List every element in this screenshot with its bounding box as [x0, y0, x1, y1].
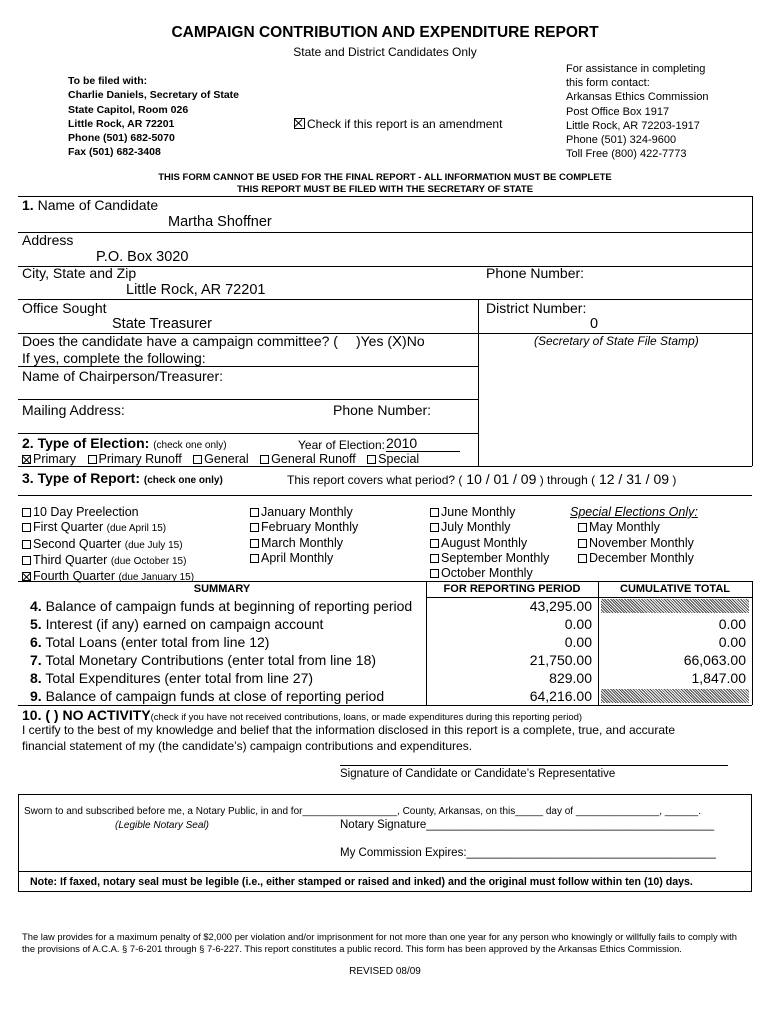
phone-label: Phone Number: [486, 265, 585, 281]
summary-period-value[interactable]: 0.00 [564, 616, 592, 632]
checkbox-icon [430, 523, 439, 532]
checked-box-icon [294, 118, 305, 129]
checkbox-icon [250, 523, 259, 532]
option-december[interactable]: December Monthly [570, 551, 698, 566]
from-day[interactable]: 01 [493, 471, 510, 487]
checkbox-icon [578, 554, 587, 563]
summary-cumulative-value[interactable]: 0.00 [718, 634, 746, 650]
summary-period-value[interactable]: 43,295.00 [529, 598, 592, 614]
checkbox-icon [250, 554, 259, 563]
shaded-cell [601, 689, 749, 703]
option-october[interactable]: October Monthly [430, 566, 549, 581]
district-value[interactable]: 0 [590, 316, 599, 332]
checkbox-icon [22, 508, 31, 517]
checkbox-icon [260, 455, 269, 464]
signature-label: Signature of Candidate or Candidate’s Representative [340, 768, 616, 780]
form-title: CAMPAIGN CONTRIBUTION AND EXPENDITURE REPORT [171, 24, 599, 41]
signature-line[interactable] [340, 765, 728, 766]
shaded-cell [601, 599, 749, 613]
notary-seal-label: (Legible Notary Seal) [115, 820, 209, 831]
summary-cumulative-value[interactable]: 66,063.00 [683, 652, 746, 668]
file-stamp-label: (Secretary of State File Stamp) [534, 334, 699, 348]
summary-row: 5. Interest (if any) earned on campaign account [30, 616, 324, 632]
city-value[interactable]: Little Rock, AR 72201 [126, 282, 266, 298]
checked-box-icon [22, 455, 31, 464]
report-col-monthly-2 [430, 505, 549, 581]
summary-heading: SUMMARY [193, 583, 251, 595]
assistance-block: For assistance in completing this form contact: Arkansas Ethics Commission Post Office Box 1917 Little Rock, AR 72203-1917 Phone (501) 324-9600 Toll Free (800) 422-7773 [566, 63, 709, 161]
notary-sworn-text: Sworn to and subscribed before me, a Notary Public, in and for_________________, County, Arkansas, on this_____ day of _______________, ______. [24, 806, 701, 817]
summary-cumulative-value[interactable]: 0.00 [718, 616, 746, 632]
to-month[interactable]: 12 [598, 471, 615, 487]
checkbox-icon [367, 455, 376, 464]
checkbox-icon [430, 539, 439, 548]
summary-period-value[interactable]: 0.00 [564, 634, 592, 650]
committee-phone-label: Phone Number: [333, 402, 432, 418]
form-subtitle: State and District Candidates Only [293, 45, 477, 59]
summary-row: 7. Total Monetary Contributions (enter total from line 18) [30, 652, 377, 668]
address-label: Address [22, 232, 74, 248]
option-july[interactable]: July Monthly [430, 520, 549, 535]
committee-question: Does the candidate have a campaign committee? ( )Yes (X)No [22, 333, 425, 350]
special-elections-heading: Special Elections Only: [570, 505, 698, 519]
option-november[interactable]: November Monthly [570, 536, 698, 551]
checkbox-icon [22, 556, 31, 565]
summary-cumulative-value[interactable]: 1,847.00 [691, 670, 746, 686]
election-year-label: Year of Election: [298, 438, 385, 452]
checkbox-icon [578, 539, 587, 548]
option-february[interactable]: February Monthly [250, 520, 358, 535]
option-third-quarter[interactable]: Third Quarter (due October 15) [22, 553, 194, 569]
checkbox-icon [430, 569, 439, 578]
to-year[interactable]: 09 [653, 471, 670, 487]
option-second-quarter[interactable]: Second Quarter (due July 15) [22, 537, 194, 553]
district-label: District Number: [486, 300, 587, 316]
summary-row: 4. Balance of campaign funds at beginning of reporting period [30, 598, 413, 614]
summary-period-value[interactable]: 21,750.00 [529, 652, 592, 668]
option-june[interactable]: June Monthly [430, 505, 549, 520]
option-april[interactable]: April Monthly [250, 551, 358, 566]
summary-row: 6. Total Loans (enter total from line 12) [30, 634, 270, 650]
revised-date: REVISED 08/09 [349, 966, 421, 977]
option-primary-runoff[interactable]: Primary Runoff [88, 452, 182, 466]
commission-expires[interactable]: My Commission Expires:_______________________________________ [340, 847, 716, 859]
option-august[interactable]: August Monthly [430, 536, 549, 551]
summary-period-value[interactable]: 64,216.00 [529, 688, 592, 704]
notary-signature[interactable]: Notary Signature_____________________________________________ [340, 819, 715, 831]
address-value[interactable]: P.O. Box 3020 [96, 249, 189, 265]
candidate-name-label: 1. Name of Candidate [22, 197, 159, 213]
election-options [22, 452, 419, 466]
report-type-label: 3. Type of Report: (check one only) [22, 470, 223, 486]
option-september[interactable]: September Monthly [430, 551, 549, 566]
mailing-address-label: Mailing Address: [22, 402, 125, 418]
report-col-quarterly [22, 505, 194, 585]
checkbox-icon [22, 540, 31, 549]
candidate-name-value[interactable]: Martha Shoffner [168, 214, 272, 230]
option-fourth-quarter[interactable]: Fourth Quarter (due January 15) [22, 569, 194, 585]
to-day[interactable]: 31 [626, 471, 642, 487]
from-year[interactable]: 09 [520, 471, 537, 487]
fax-note: Note: If faxed, notary seal must be legible (i.e., either stamped or raised and inked) and the original must follow within ten (10) days. [30, 876, 693, 888]
checkbox-icon [193, 455, 202, 464]
if-yes-note: If yes, complete the following: [22, 350, 206, 366]
notice-line-2: THIS REPORT MUST BE FILED WITH THE SECRETARY OF STATE [236, 184, 534, 195]
option-may[interactable]: May Monthly [570, 520, 698, 535]
option-10-day[interactable]: 10 Day Preelection [22, 505, 194, 520]
checked-box-icon [22, 572, 31, 581]
col-reporting-period: FOR REPORTING PERIOD [443, 583, 581, 595]
option-first-quarter[interactable]: First Quarter (due April 15) [22, 520, 194, 536]
city-label: City, State and Zip [22, 265, 137, 281]
election-year-value[interactable]: 2010 [386, 435, 460, 452]
checkbox-icon [430, 508, 439, 517]
option-general[interactable]: General [193, 452, 248, 466]
report-col-monthly-1 [250, 505, 358, 566]
col-cumulative-total: CUMULATIVE TOTAL [620, 583, 730, 595]
option-march[interactable]: March Monthly [250, 536, 358, 551]
checkbox-icon [430, 554, 439, 563]
amendment-checkbox[interactable]: Check if this report is an amendment [294, 117, 502, 131]
checkbox-icon [250, 539, 259, 548]
option-special[interactable]: Special [367, 452, 419, 466]
summary-row: 8. Total Expenditures (enter total from line 27) [30, 670, 314, 686]
office-value[interactable]: State Treasurer [112, 316, 212, 332]
notice-line-1: THIS FORM CANNOT BE USED FOR THE FINAL REPORT - ALL INFORMATION MUST BE COMPLETE [158, 172, 612, 183]
option-january[interactable]: January Monthly [250, 505, 358, 520]
certify-line-1: I certify to the best of my knowledge and belief that the information disclosed in this report is a complete, true, and accurate [22, 723, 676, 737]
law-text: The law provides for a maximum penalty of $2,000 per violation and/or imprisonment for not more than one year for any person who knowingly or willfully fails to comply with the provisions of A.C.A. § 7-6-201 through § 7-6-227. This report constitutes a public record. This form has been approved by the Arkansas Ethics Commission. [22, 931, 737, 954]
checkbox-icon [88, 455, 97, 464]
chairperson-label: Name of Chairperson/Treasurer: [22, 368, 224, 384]
election-type-label: 2. Type of Election: (check one only) [22, 435, 227, 451]
summary-period-value[interactable]: 829.00 [549, 670, 592, 686]
no-activity-line[interactable]: 10. ( ) NO ACTIVITY(check if you have not received contributions, loans, or made expenditures during this reporting period) [22, 707, 583, 723]
checkbox-icon [250, 508, 259, 517]
no-mark[interactable]: X [392, 333, 403, 350]
report-col-special [570, 505, 698, 566]
option-general-runoff[interactable]: General Runoff [260, 452, 356, 466]
certify-line-2: financial statement of my (the candidate’s) campaign contributions and expenditures. [22, 739, 473, 753]
office-label: Office Sought [22, 300, 107, 316]
filed-with-block: To be filed with: Charlie Daniels, Secretary of State State Capitol, Room 026 Little Rock, AR 72201 Phone (501) 682-5070 Fax (501) 682-3408 [68, 75, 239, 159]
checkbox-icon [22, 523, 31, 532]
checkbox-icon [578, 523, 587, 532]
report-period: This report covers what period? ( 10 / 01 / 09 ) through ( 12 / 31 / 09 ) [287, 471, 677, 487]
from-month[interactable]: 10 [466, 471, 482, 487]
option-primary[interactable]: Primary [22, 452, 76, 466]
summary-row: 9. Balance of campaign funds at close of reporting period [30, 688, 385, 704]
